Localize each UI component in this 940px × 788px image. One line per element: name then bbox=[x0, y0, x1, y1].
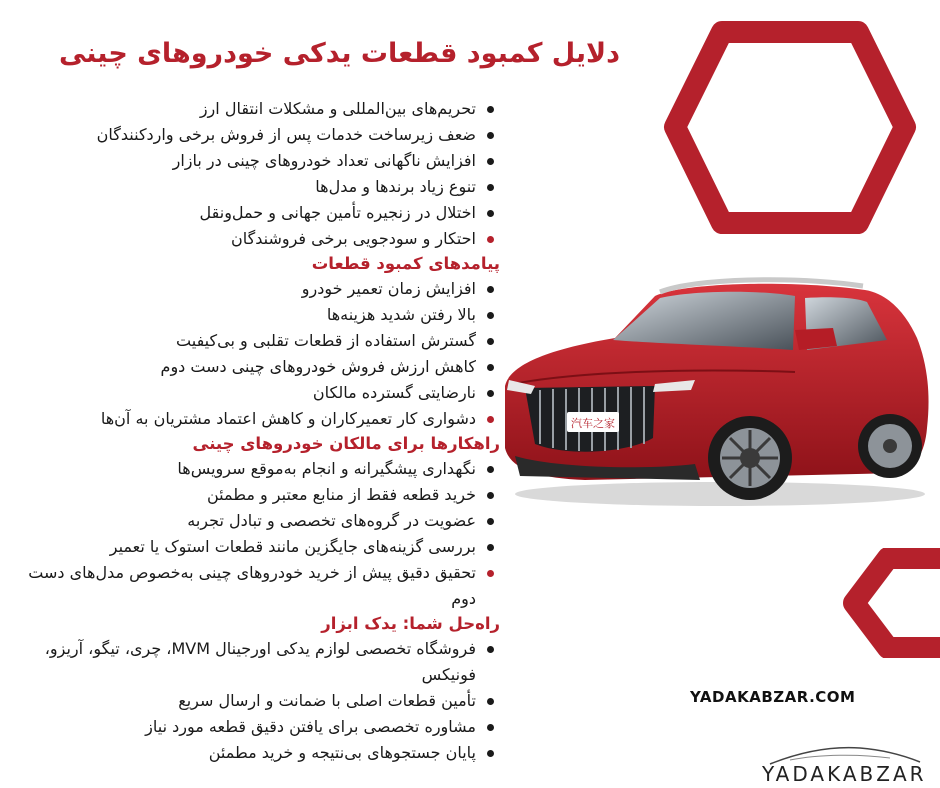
bullet-icon bbox=[487, 570, 494, 577]
list-item bbox=[22, 740, 500, 766]
list-item bbox=[22, 508, 500, 534]
consequences-heading: پیامدهای کمبود قطعات bbox=[311, 254, 500, 273]
reasons-list bbox=[22, 96, 500, 252]
list-item-text: افزایش زمان تعمیر خودرو bbox=[301, 279, 476, 298]
bullet-icon bbox=[487, 338, 494, 345]
list-item-text: بررسی گزینه‌های جایگزین مانند قطعات استوک یا تعمیر bbox=[109, 537, 476, 556]
list-item bbox=[22, 328, 500, 354]
list-item bbox=[22, 148, 500, 174]
list-item-text: ضعف زیرساخت خدمات پس از فروش برخی واردکنندگان bbox=[96, 125, 476, 144]
car-image bbox=[495, 268, 935, 513]
list-item bbox=[22, 688, 500, 714]
grille-badge-text: 汽车之家 bbox=[571, 417, 615, 430]
solutions-list bbox=[22, 456, 500, 612]
bullet-icon bbox=[487, 466, 494, 473]
hexagon-outline-small bbox=[840, 548, 940, 658]
solutions-heading: راهکارها برای مالکان خودروهای چینی bbox=[192, 434, 500, 453]
list-item bbox=[22, 200, 500, 226]
list-item bbox=[22, 380, 500, 406]
bullet-icon bbox=[487, 518, 494, 525]
list-item bbox=[22, 636, 500, 688]
bullet-icon bbox=[487, 646, 494, 653]
list-item bbox=[22, 96, 500, 122]
list-item bbox=[22, 456, 500, 482]
our-solution-list bbox=[22, 636, 500, 766]
bullet-icon bbox=[487, 312, 494, 319]
list-item-text: عضویت در گروه‌های تخصصی و تبادل تجربه bbox=[187, 511, 476, 530]
list-item bbox=[22, 276, 500, 302]
list-item bbox=[22, 482, 500, 508]
bullet-icon bbox=[487, 286, 494, 293]
bullet-icon bbox=[487, 492, 494, 499]
list-item-text: خرید قطعه فقط از منابع معتبر و مطمئن bbox=[206, 485, 476, 504]
list-item-text: تحریم‌های بین‌المللی و مشکلات انتقال ارز bbox=[199, 99, 476, 118]
website-url: YADAKABZAR.COM bbox=[690, 688, 856, 706]
list-item-text: بالا رفتن شدید هزینه‌ها bbox=[326, 305, 476, 324]
bullet-icon bbox=[487, 132, 494, 139]
bullet-icon bbox=[487, 724, 494, 731]
list-item bbox=[22, 354, 500, 380]
list-item bbox=[22, 302, 500, 328]
bullet-icon bbox=[487, 416, 494, 423]
bullet-icon bbox=[487, 390, 494, 397]
list-item-text: اختلال در زنجیره تأمین جهانی و حمل‌ونقل bbox=[199, 203, 476, 222]
list-item-text: نارضایتی گسترده مالکان bbox=[312, 383, 476, 402]
bullet-icon bbox=[487, 544, 494, 551]
list-item-text: تنوع زیاد برندها و مدل‌ها bbox=[315, 177, 476, 196]
list-item-text: احتکار و سودجویی برخی فروشندگان bbox=[231, 229, 476, 248]
list-item-text: گسترش استفاده از قطعات تقلبی و بی‌کیفیت bbox=[176, 331, 476, 350]
list-item bbox=[22, 560, 500, 612]
list-item-text: تحقیق دقیق پیش از خرید خودروهای چینی به‌خصوص مدل‌های دست دوم bbox=[28, 563, 476, 608]
content-column bbox=[22, 96, 500, 766]
list-item-text: دشواری کار تعمیرکاران و کاهش اعتماد مشتریان به آن‌ها bbox=[100, 409, 476, 428]
hexagon-outline-large bbox=[660, 20, 920, 235]
list-item bbox=[22, 534, 500, 560]
bullet-icon bbox=[487, 750, 494, 757]
list-item-text: پایان جستجوهای بی‌نتیجه و خرید مطمئن bbox=[208, 743, 476, 762]
list-item-text: نگهداری پیشگیرانه و انجام به‌موقع سرویس‌ها bbox=[177, 459, 476, 478]
list-item bbox=[22, 122, 500, 148]
bullet-icon bbox=[487, 210, 494, 217]
list-item bbox=[22, 226, 500, 252]
list-item-text: کاهش ارزش فروش خودروهای چینی دست دوم bbox=[160, 357, 476, 376]
consequences-list bbox=[22, 276, 500, 432]
our-solution-heading: راه‌حل شما: یدک ابزار bbox=[321, 614, 500, 633]
list-item bbox=[22, 714, 500, 740]
list-item bbox=[22, 406, 500, 432]
list-item-text: افزایش ناگهانی تعداد خودروهای چینی در بازار bbox=[172, 151, 476, 170]
bullet-icon bbox=[487, 158, 494, 165]
list-item bbox=[22, 174, 500, 200]
bullet-icon bbox=[487, 364, 494, 371]
bullet-icon bbox=[487, 236, 494, 243]
list-item-text: فروشگاه تخصصی لوازم یدکی اورجینال MVM، چری، تیگو، آریزو، فونیکس bbox=[44, 639, 476, 684]
bullet-icon bbox=[487, 106, 494, 113]
bullet-icon bbox=[487, 698, 494, 705]
bullet-icon bbox=[487, 184, 494, 191]
list-item-text: تأمین قطعات اصلی با ضمانت و ارسال سریع bbox=[178, 691, 476, 710]
list-item-text: مشاوره تخصصی برای یافتن دقیق قطعه مورد نیاز bbox=[145, 717, 476, 736]
page-title: دلایل کمبود قطعات یدکی خودروهای چینی bbox=[58, 38, 620, 69]
logo-wordmark: YADAKABZAR bbox=[762, 762, 927, 786]
